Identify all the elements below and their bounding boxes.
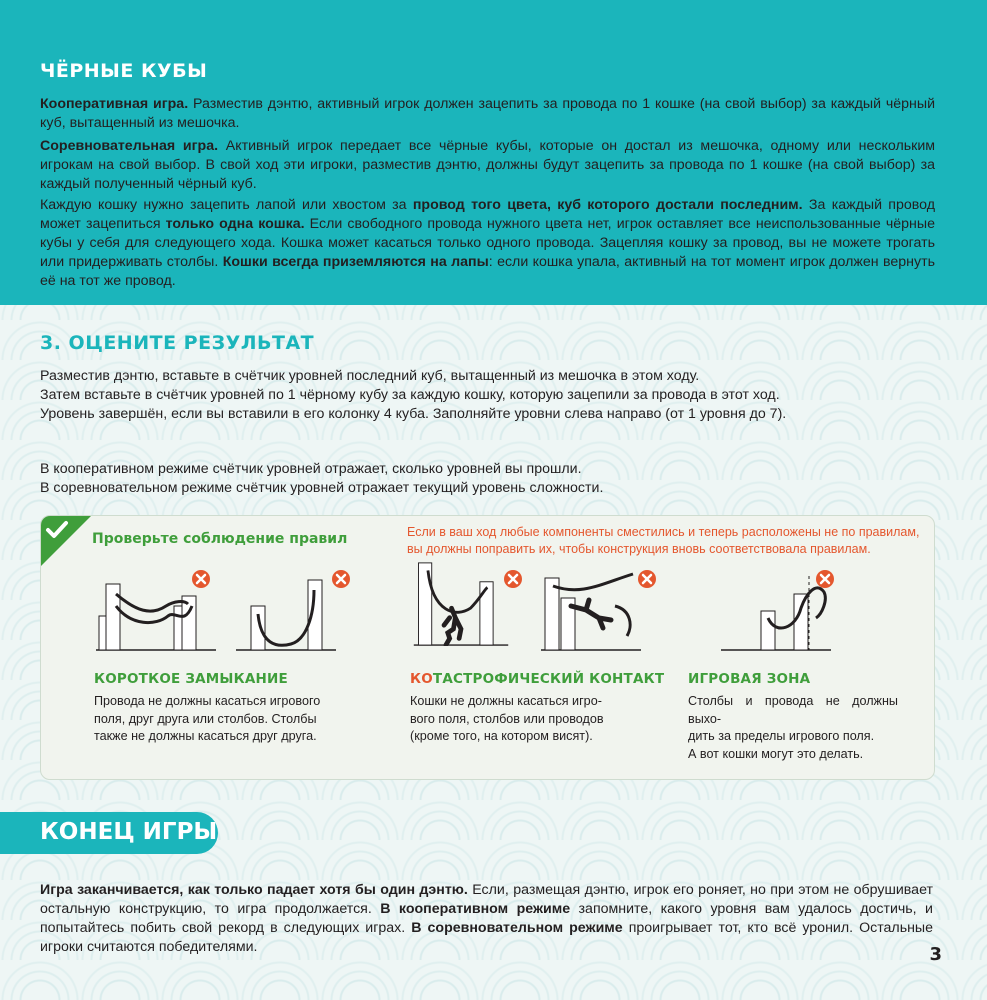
warning-line-1: Если в ваш ход любые компоненты сместились и теперь расположены не по правилам,	[407, 525, 920, 539]
warning-line-2: вы должны поправить их, чтобы конструкция вновь соответствовала правилам.	[407, 542, 871, 556]
evaluate-title: 3. ОЦЕНИТЕ РЕЗУЛЬТАТ	[40, 332, 315, 354]
black-cubes-title: ЧЁРНЫЕ КУБЫ	[40, 60, 208, 82]
rule-text-f: Кошки всегда приземляются на лапы	[222, 254, 489, 270]
error-icon	[637, 569, 657, 589]
coop-text: Разместив дэнтю, активный игрок должен зацепить за провода по 1 кошке (на свой выбор) за каждый чёрный куб, вытащенный из мешочка.	[40, 96, 935, 131]
short-circuit-line-2: поля, друг друга или столбов. Столбы	[94, 711, 317, 726]
error-icon	[815, 569, 835, 589]
comp-label: Соревновательная игра.	[40, 138, 219, 154]
short-circuit-field-illustration	[236, 566, 336, 651]
play-zone-title: ИГРОВАЯ ЗОНА	[688, 671, 811, 687]
rule-text-d: только одна кошка.	[165, 216, 305, 232]
evaluate-line-4: В кооперативном режиме счётчик уровней отражает, сколько уровней вы прошли.	[40, 461, 582, 477]
catastrophe-line-3: (кроме того, на котором висят).	[410, 729, 593, 743]
cat-touching-field-illustration	[411, 561, 511, 646]
rules-title: Проверьте соблюдение правил	[92, 531, 348, 547]
rule-text-a: Каждую кошку нужно зацепить лапой или хвостом за	[40, 197, 413, 213]
play-zone-text	[688, 693, 898, 763]
catastrophe-title-rest: ТАСТРОФИЧЕСКИЙ КОНТАКТ	[432, 671, 665, 687]
rule-text-g: : если кошка упала, активный на тот момент игрок должен вернуть её на тот же провод.	[40, 254, 935, 289]
end-game-b: Если, размещая дэнтю, игрок его роняет, но при этом не обрушивает остальную конструкцию, то игра продолжается.	[40, 882, 933, 917]
end-game-e: В соревновательном режиме	[411, 920, 623, 936]
short-circuit-title: КОРОТКОЕ ЗАМЫКАНИЕ	[94, 671, 288, 687]
evaluate-line-1: Разместив дэнтю, вставьте в счётчик уровней последний куб, вытащенный из мешочка в этом ходу.	[40, 368, 700, 384]
end-game-d: запомните, какого уровня вам удалось достичь, и попытайтесь побить свой рекорд в следующих играх.	[40, 901, 933, 936]
end-game-f: проигрывает тот, кто всё уронил. Остальные игроки считаются победителями.	[40, 920, 934, 955]
catastrophe-title-accent: КО	[410, 671, 433, 687]
short-circuit-text	[94, 693, 337, 746]
rule-text-b: провод того цвета, куб которого достали последним.	[412, 197, 803, 213]
play-zone-line-1: Столбы и провода не должны выхо-	[688, 694, 898, 726]
cat-touching-post-illustration	[541, 566, 641, 651]
short-circuit-line-3: также не должны касаться друг друга.	[94, 729, 317, 743]
coop-paragraph	[40, 95, 935, 133]
warning-text	[407, 524, 927, 558]
error-icon	[191, 569, 211, 589]
page-number: 3	[929, 944, 942, 965]
catastrophe-line-2: вого поля, столбов или проводов	[410, 711, 604, 726]
catastrophe-line-1: Кошки не должны касаться игро-	[410, 694, 602, 708]
error-icon	[503, 569, 523, 589]
end-game-title: КОНЕЦ ИГРЫ	[40, 819, 218, 845]
end-game-c: В кооперативном режиме	[380, 901, 571, 917]
rule-text-e: Если свободного провода нужного цвета нет, игрок оставляет все неиспользованные чёрные кубы у себя для следующего хода. Кошка может касаться только одного провода. Зацепляя кошку за провод, вы не можете трогать или придерживать столбы.	[40, 216, 935, 270]
play-zone-line-3: А вот кошки могут это делать.	[688, 746, 864, 761]
evaluate-line-3: Уровень завершён, если вы вставили в его колонку 4 куба. Заполняйте уровни слева направо (от 1 уровня до 7).	[40, 406, 787, 422]
evaluate-line-2: Затем вставьте в счётчик уровней по 1 чёрному кубу за каждую кошку, которую зацепили за провода в этот ход.	[40, 387, 780, 403]
black-cubes-section	[0, 0, 987, 305]
catastrophe-title	[410, 671, 664, 687]
comp-text: Активный игрок передает все чёрные кубы, которые он достал из мешочка, одному или нескольким игрокам на свой выбор. В свой ход эти игроки, разместив дэнтю, должны будут зацепить за провода по 1 кошке (на свой выбор) за каждый полученный чёрный куб.	[40, 138, 936, 192]
rule-text-c: За каждый провод может зацепиться	[40, 197, 935, 232]
cat-rules-paragraph	[40, 196, 935, 291]
comp-paragraph	[40, 137, 935, 194]
checkmark-icon	[45, 518, 69, 542]
play-zone-line-2: дить за пределы игрового поля.	[688, 729, 875, 743]
coop-label: Кооперативная игра.	[40, 96, 189, 112]
short-circuit-line-1: Провода не должны касаться игрового	[94, 694, 321, 708]
end-game-paragraph	[40, 881, 933, 957]
end-game-a: Игра заканчивается, как только падает хотя бы один дэнтю.	[40, 882, 468, 898]
evaluate-line-5: В соревновательном режиме счётчик уровней отражает текущий уровень сложности.	[40, 480, 604, 496]
catastrophe-text	[410, 693, 620, 746]
error-icon	[331, 569, 351, 589]
rules-check-box	[40, 515, 935, 780]
